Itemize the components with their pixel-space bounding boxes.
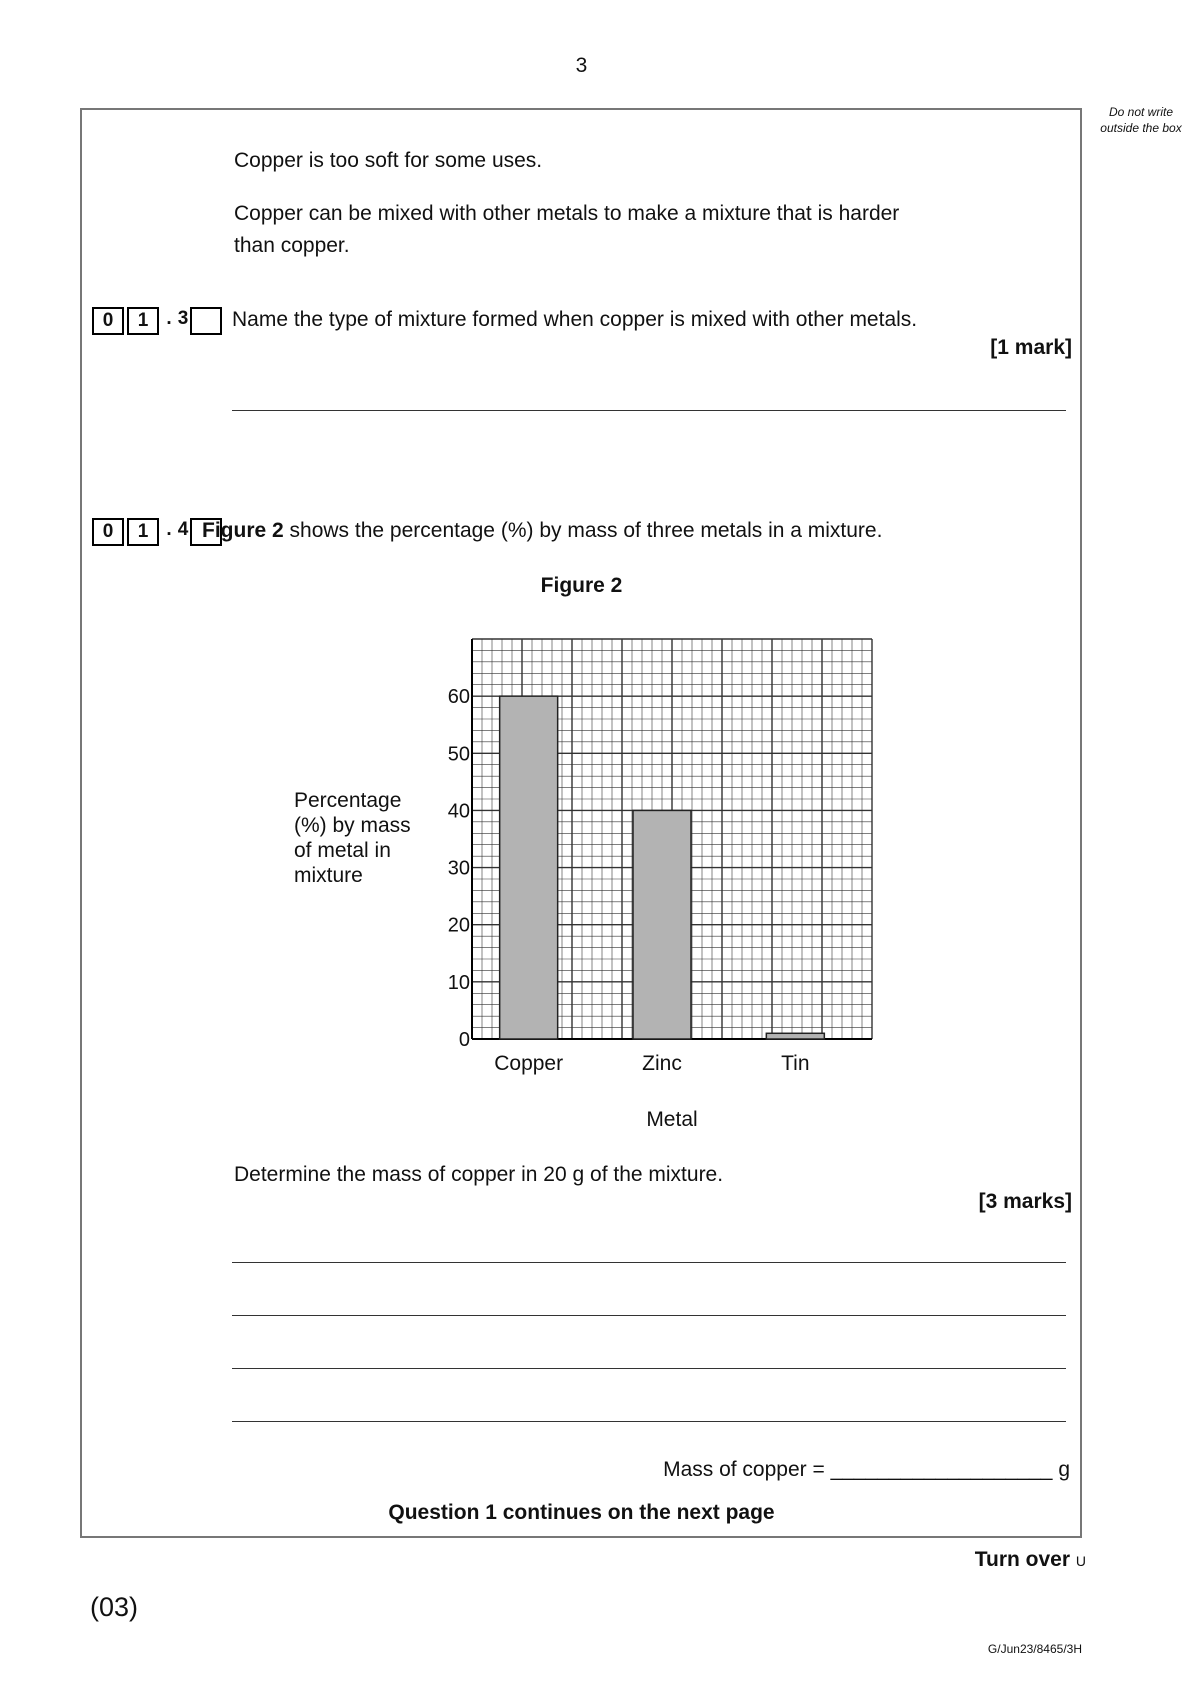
intro-line-2a: Copper can be mixed with other metals to make a mixture that is harder: [234, 202, 900, 225]
question-number-01-3: [92, 307, 225, 335]
question-01-4-text: [202, 515, 882, 547]
intro-line-2b: than copper.: [234, 234, 350, 257]
question-01-4-text-rest: shows the percentage (%) by mass of three metals in a mixture.: [283, 519, 883, 542]
question-01-4-prompt: Determine the mass of copper in 20 g of the mixture.: [234, 1163, 724, 1186]
qnum-digit: 3: [177, 308, 189, 329]
bar-copper: [500, 696, 558, 1039]
qnum-digit: 1: [127, 518, 159, 546]
x-axis-label: Metal: [646, 1108, 698, 1131]
bar-chart-svg: [240, 625, 900, 1145]
question-01-4-marks: [3 marks]: [978, 1190, 1072, 1213]
y-tick-label: 60: [447, 686, 470, 709]
answer-prefix: Mass of copper =: [663, 1458, 831, 1481]
margin-note: Do not write outside the box: [1100, 105, 1182, 135]
y-label-line: of metal in: [294, 839, 391, 862]
page-number: 3: [575, 54, 588, 77]
figure-ref: Figure 2: [202, 519, 284, 542]
paper-code: G/Jun23/8465/3H: [987, 1642, 1082, 1656]
bar-zinc: [633, 810, 691, 1039]
y-tick-label: 40: [447, 800, 470, 823]
qnum-digit: 1: [127, 307, 159, 335]
bar-chart: [240, 625, 900, 1150]
qnum-digit: 0: [92, 518, 124, 546]
y-label-line: mixture: [294, 864, 363, 887]
intro-line-1: Copper is too soft for some uses.: [234, 149, 543, 172]
answer-line[interactable]: [232, 1421, 1066, 1422]
turn-over-mark: U: [1075, 1553, 1086, 1569]
x-tick-label: Copper: [494, 1052, 564, 1075]
x-tick-label: Tin: [781, 1052, 810, 1075]
x-tick-label: Zinc: [642, 1052, 682, 1075]
answer-line[interactable]: [232, 1368, 1066, 1369]
figure-title: Figure 2: [540, 574, 623, 597]
qnum-box: [190, 307, 222, 335]
y-tick-label: 20: [447, 914, 470, 937]
turn-over: [975, 1544, 1086, 1577]
answer-line[interactable]: [232, 1262, 1066, 1263]
y-tick-label: 30: [447, 857, 470, 880]
bar-tin: [766, 1033, 824, 1039]
page-code: (03): [90, 1592, 139, 1622]
y-label-line: Percentage: [294, 789, 402, 812]
answer-line[interactable]: [232, 1315, 1066, 1316]
qnum-dot: .: [166, 308, 172, 329]
answer-line[interactable]: [232, 410, 1066, 411]
y-tick-label: 50: [447, 743, 470, 766]
question-01-3-text: Name the type of mixture formed when copper is mixed with other metals.: [232, 308, 918, 331]
qnum-digit: 4: [177, 519, 189, 540]
answer-unit: g: [1052, 1458, 1070, 1481]
qnum-dot: .: [166, 519, 172, 540]
y-tick-label: 10: [447, 971, 470, 994]
turn-over-text: Turn over: [974, 1548, 1071, 1571]
y-tick-label: 0: [458, 1029, 470, 1051]
qnum-digit: 0: [92, 307, 124, 335]
answer-mass-of-copper: [663, 1454, 1070, 1486]
continues-note: Question 1 continues on the next page: [388, 1501, 775, 1524]
answer-blank[interactable]: ___________________: [830, 1458, 1053, 1481]
y-label-line: (%) by mass: [294, 814, 411, 837]
question-01-3-marks: [1 mark]: [990, 336, 1072, 359]
